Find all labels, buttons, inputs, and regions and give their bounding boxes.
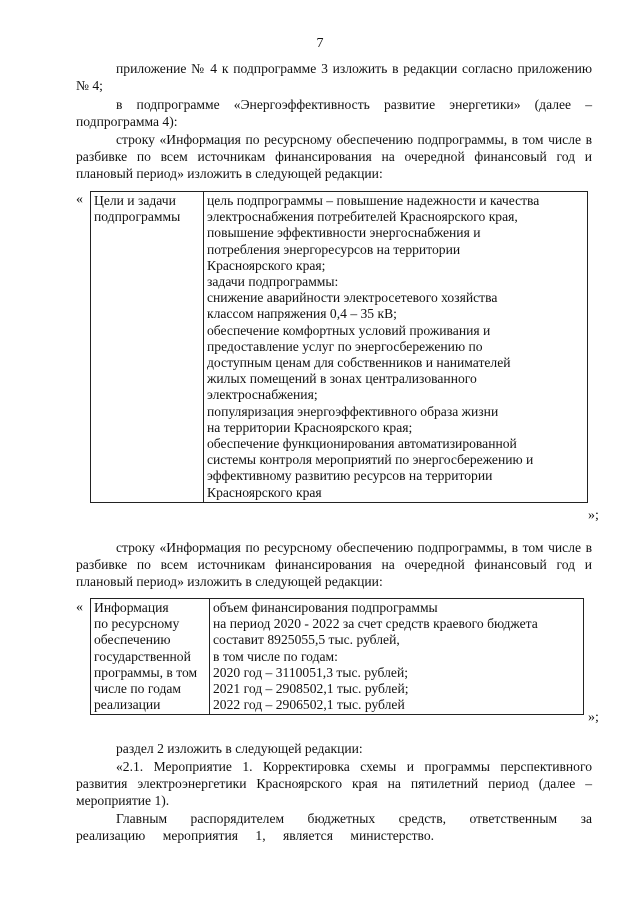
table1-open-quote: « [76, 192, 83, 207]
finance-content-line: объем финансирования подпрограммы [213, 600, 438, 615]
goals-label-cell [91, 192, 204, 503]
paragraph-row-resource-info-2: строку «Информация по ресурсному обеспечению подпрограммы, в том числе в разбивке по всем источникам финансирования на очередной финансовый год и плановый период» изложить в следующей редакции: [76, 540, 592, 589]
goals-content-cell [204, 192, 588, 503]
finance-table [90, 598, 584, 715]
finance-label-line: по ресурсному [94, 616, 180, 632]
finance-label-cell [91, 599, 210, 715]
goals-content-line: популяризация энергоэффективного образа жизни [207, 403, 499, 419]
goals-content-line: обеспечение комфортных условий проживания и [207, 322, 491, 338]
table2-open-quote: « [76, 600, 83, 615]
goals-content-line: на территории Красноярского края; [207, 419, 413, 435]
goals-content-line: жилых помещений в зонах централизованного [207, 371, 477, 387]
finance-label-line: реализации [94, 697, 161, 713]
goals-content-line: цель подпрограммы – повышение надежности и качества [207, 193, 540, 208]
finance-label-line: программы, в том [94, 664, 198, 680]
paragraph-section-2: раздел 2 изложить в следующей редакции: [116, 741, 363, 756]
goals-label-line: подпрограммы [94, 209, 181, 225]
paragraph-row-resource-info-1: строку «Информация по ресурсному обеспечению подпрограммы, в том числе в разбивке по всем источникам финансирования на очередной финансовый год и плановый период» изложить в следующей редакции: [76, 132, 592, 181]
paragraph-appendix-4: приложение № 4 к подпрограмме 3 изложить в редакции согласно приложению № 4; [76, 61, 592, 93]
goals-content-line: потребления энергоресурсов на территории [207, 241, 461, 257]
goals-label-line: Цели и задачи [94, 193, 176, 208]
goals-content-line: Красноярского края [207, 484, 322, 500]
page-number: 7 [316, 36, 324, 51]
finance-content-line: 2020 год – 3110051,3 тыс. рублей; [213, 664, 408, 680]
finance-row [91, 599, 584, 715]
goals-content-line: электроснабжения потребителей Красноярского края, [207, 209, 518, 225]
goals-table [90, 191, 588, 503]
table2-close-quote: »; [588, 710, 599, 725]
goals-content-line: классом напряжения 0,4 – 35 кВ; [207, 306, 397, 322]
finance-content-line: составит 8925055,5 тыс. рублей, [213, 632, 400, 648]
goals-content-line: обеспечение функционирования автоматизированной [207, 436, 517, 452]
goals-content-line: доступным ценам для собственников и нанимателей [207, 355, 511, 371]
goals-content-line: электроснабжения; [207, 387, 318, 403]
goals-content-line: предоставление услуг по энергосбережению по [207, 338, 483, 354]
goals-content-line: системы контроля мероприятий по энергосбережению и [207, 452, 534, 468]
goals-content-line: Красноярского края; [207, 257, 326, 273]
goals-content-line: задачи подпрограммы: [207, 274, 339, 290]
finance-label-line: государственной [94, 648, 191, 664]
goals-content-line: снижение аварийности электросетевого хозяйства [207, 290, 498, 306]
finance-content-line: 2022 год – 2906502,1 тыс. рублей [213, 697, 405, 713]
paragraph-main-manager: Главным распорядителем бюджетных средств, ответственным за реализацию мероприятия 1, является министерство. [76, 811, 592, 843]
finance-content-line: 2021 год – 2908502,1 тыс. рублей; [213, 681, 409, 697]
goals-row [91, 192, 588, 503]
table1-close-quote: »; [588, 508, 599, 523]
finance-label-line: числе по годам [94, 681, 182, 697]
finance-content-line: на период 2020 - 2022 за счет средств краевого бюджета [213, 616, 538, 632]
finance-content-cell [210, 599, 584, 715]
goals-content-line: эффективному развитию ресурсов на территории [207, 468, 493, 484]
finance-label-line: Информация [94, 600, 169, 615]
finance-label-line: обеспечению [94, 632, 171, 648]
paragraph-measure-1: «2.1. Мероприятие 1. Корректировка схемы и программы перспективного развития электроэнергетики Красноярского края на пятилетний период (далее – мероприятие 1). [76, 759, 592, 808]
paragraph-subprogram-4: в подпрограмме «Энергоэффективность развитие энергетики» (далее – подпрограмма 4): [76, 97, 592, 129]
goals-content-line: повышение эффективности энергоснабжения и [207, 225, 481, 241]
finance-content-line: в том числе по годам: [213, 648, 338, 664]
